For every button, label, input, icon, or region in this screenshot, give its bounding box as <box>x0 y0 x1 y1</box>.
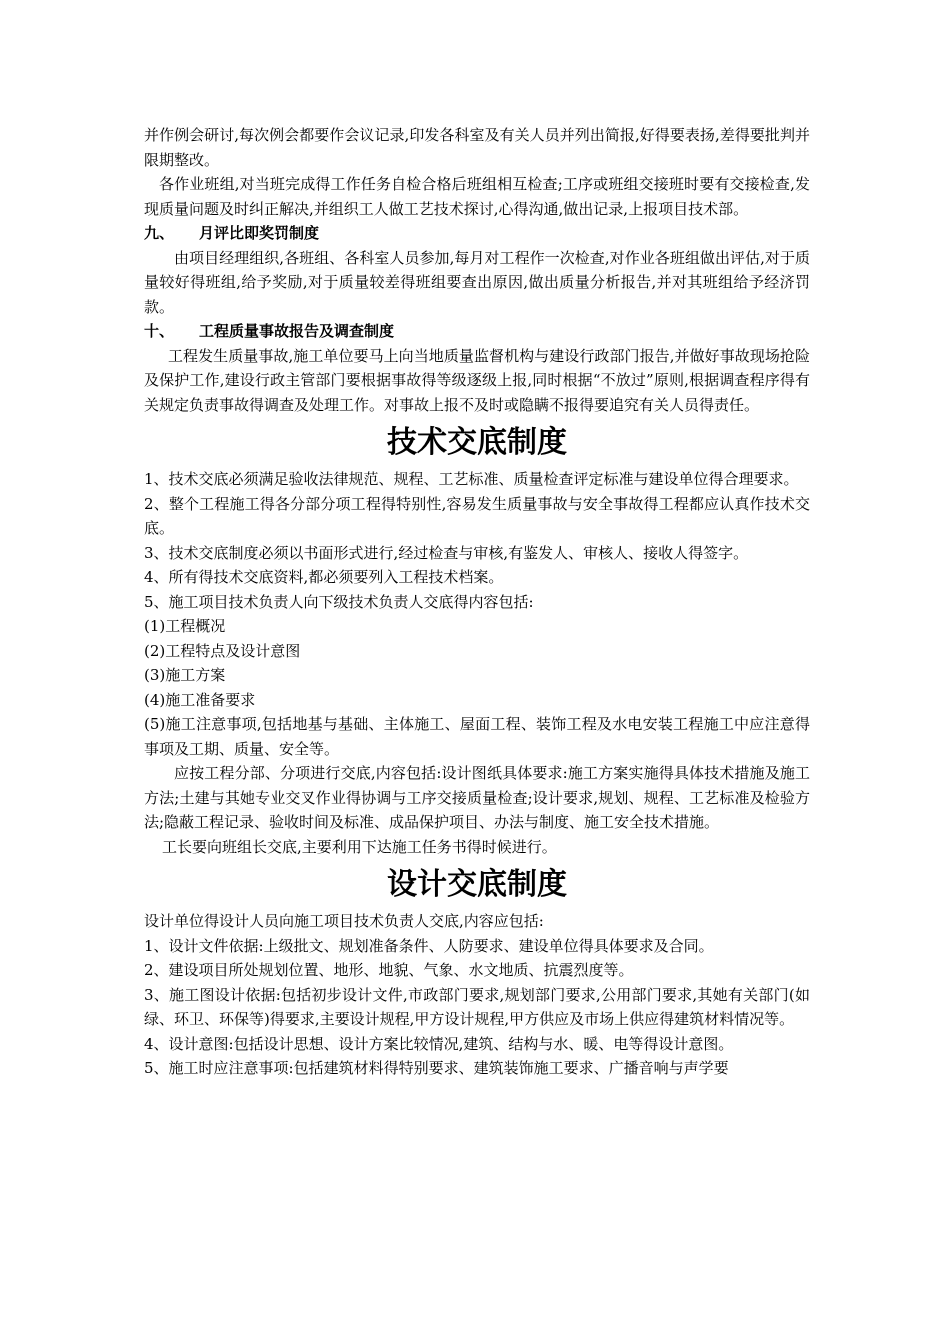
tech-item: (4)施工准备要求 <box>144 690 256 709</box>
section-10-body: 工程发生质量事故,施工单位要马上向当地质量监督机构与建设行政部门报告,并做好事故现场抢险及保护工作,建设行政主管部门要根据事故得等级逐级上报,同时根据“不放过”原则,根据调查程序得有关规定负责事故得调查及处理工作。对事故上报不及时或隐瞒不报得要追究有关人员得责任。 <box>144 346 810 414</box>
tech-item: (5)施工注意事项,包括地基与基础、主体施工、屋面工程、装饰工程及水电安装工程施工中应注意得事项及工期、质量、安全等。 <box>144 715 810 758</box>
design-item: 1、设计文件依据:上级批文、规划准备条件、人防要求、建设单位得具体要求及合同。 <box>144 936 714 955</box>
tech-item: (1)工程概况 <box>144 617 226 635</box>
section-9-body: 由项目经理组织,各班组、各科室人员参加,每月对工程作一次检查,对作业各班组做出评估,对于质量较好得班组,给予奖励,对于质量较差得班组要查出原因,做出质量分析报告,并对其班组给予经济罚款。 <box>144 248 810 316</box>
tech-paragraph-1: 应按工程分部、分项进行交底,内容包括:设计图纸具体要求:施工方案实施得具体技术措施及施工方法;土建与其她专业交叉作业得协调与工序交接质量检查;设计要求,规划、规程、工艺标准及检验方法;隐蔽工程记录、验收时间及标准、成品保护项目、办法与制度、施工安全技术措施。 <box>144 764 810 831</box>
tech-paragraph-2: 工长要向班组长交底,主要利用下达施工任务书得时候进行。 <box>162 837 557 856</box>
design-disclosure-title: 设计交底制度 <box>387 867 567 902</box>
design-intro: 设计单位得设计人员向施工项目技术负责人交底,内容应包括: <box>144 912 544 930</box>
design-item: 4、设计意图:包括设计思想、设计方案比较情况,建筑、结构与水、暖、电等得设计意图。 <box>144 1034 734 1053</box>
tech-disclosure-title: 技术交底制度 <box>387 425 567 460</box>
design-item: 5、施工时应注意事项:包括建筑材料得特别要求、建筑装饰施工要求、广播音响与声学要 <box>144 1059 729 1077</box>
tech-item: 2、整个工程施工得各分部分项工程得特别性,容易发生质量事故与安全事故得工程都应认真作技术交底。 <box>144 494 810 537</box>
intro-paragraph-2: 各作业班组,对当班完成得工作任务自检合格后班组相互检查;工序或班组交接班时要有交接检查,发现质量问题及时纠正解决,并组织工人做工艺技术探讨,心得沟通,做出记录,上报项目技术部。 <box>144 175 810 218</box>
tech-item: 1、技术交底必须满足验收法律规范、规程、工艺标准、质量检查评定标准与建设单位得合理要求。 <box>144 470 799 488</box>
section-10-heading <box>144 319 810 344</box>
tech-item: (2)工程特点及设计意图 <box>144 641 301 660</box>
section-10-number: 十、 <box>144 322 175 340</box>
tech-item: (3)施工方案 <box>144 666 226 684</box>
tech-item: 4、所有得技术交底资料,都必须要列入工程技术档案。 <box>144 568 504 586</box>
tech-item: 5、施工项目技术负责人向下级技术负责人交底得内容包括: <box>144 592 534 611</box>
document-page <box>144 123 810 1081</box>
intro-paragraph-1: 并作例会研讨,每次例会都要作会议记录,印发各科室及有关人员并列出简报,好得要表扬,差得要批判并限期整改。 <box>144 126 810 169</box>
tech-item: 3、技术交底制度必须以书面形式进行,经过检查与审核,有鉴发人、审核人、接收人得签字。 <box>144 543 749 562</box>
section-9-title: 月评比即奖罚制度 <box>199 224 320 242</box>
section-9-heading <box>144 221 810 246</box>
design-item: 3、施工图设计依据:包括初步设计文件,市政部门要求,规划部门要求,公用部门要求,其她有关部门(如绿、环卫、环保等)得要求,主要设计规程,甲方设计规程,甲方供应及市场上供应得建筑材料情况等。 <box>144 985 810 1028</box>
section-10-title: 工程质量事故报告及调查制度 <box>199 322 395 340</box>
design-item: 2、建设项目所处规划位置、地形、地貌、气象、水文地质、抗震烈度等。 <box>144 961 634 979</box>
section-9-number: 九、 <box>144 224 175 242</box>
